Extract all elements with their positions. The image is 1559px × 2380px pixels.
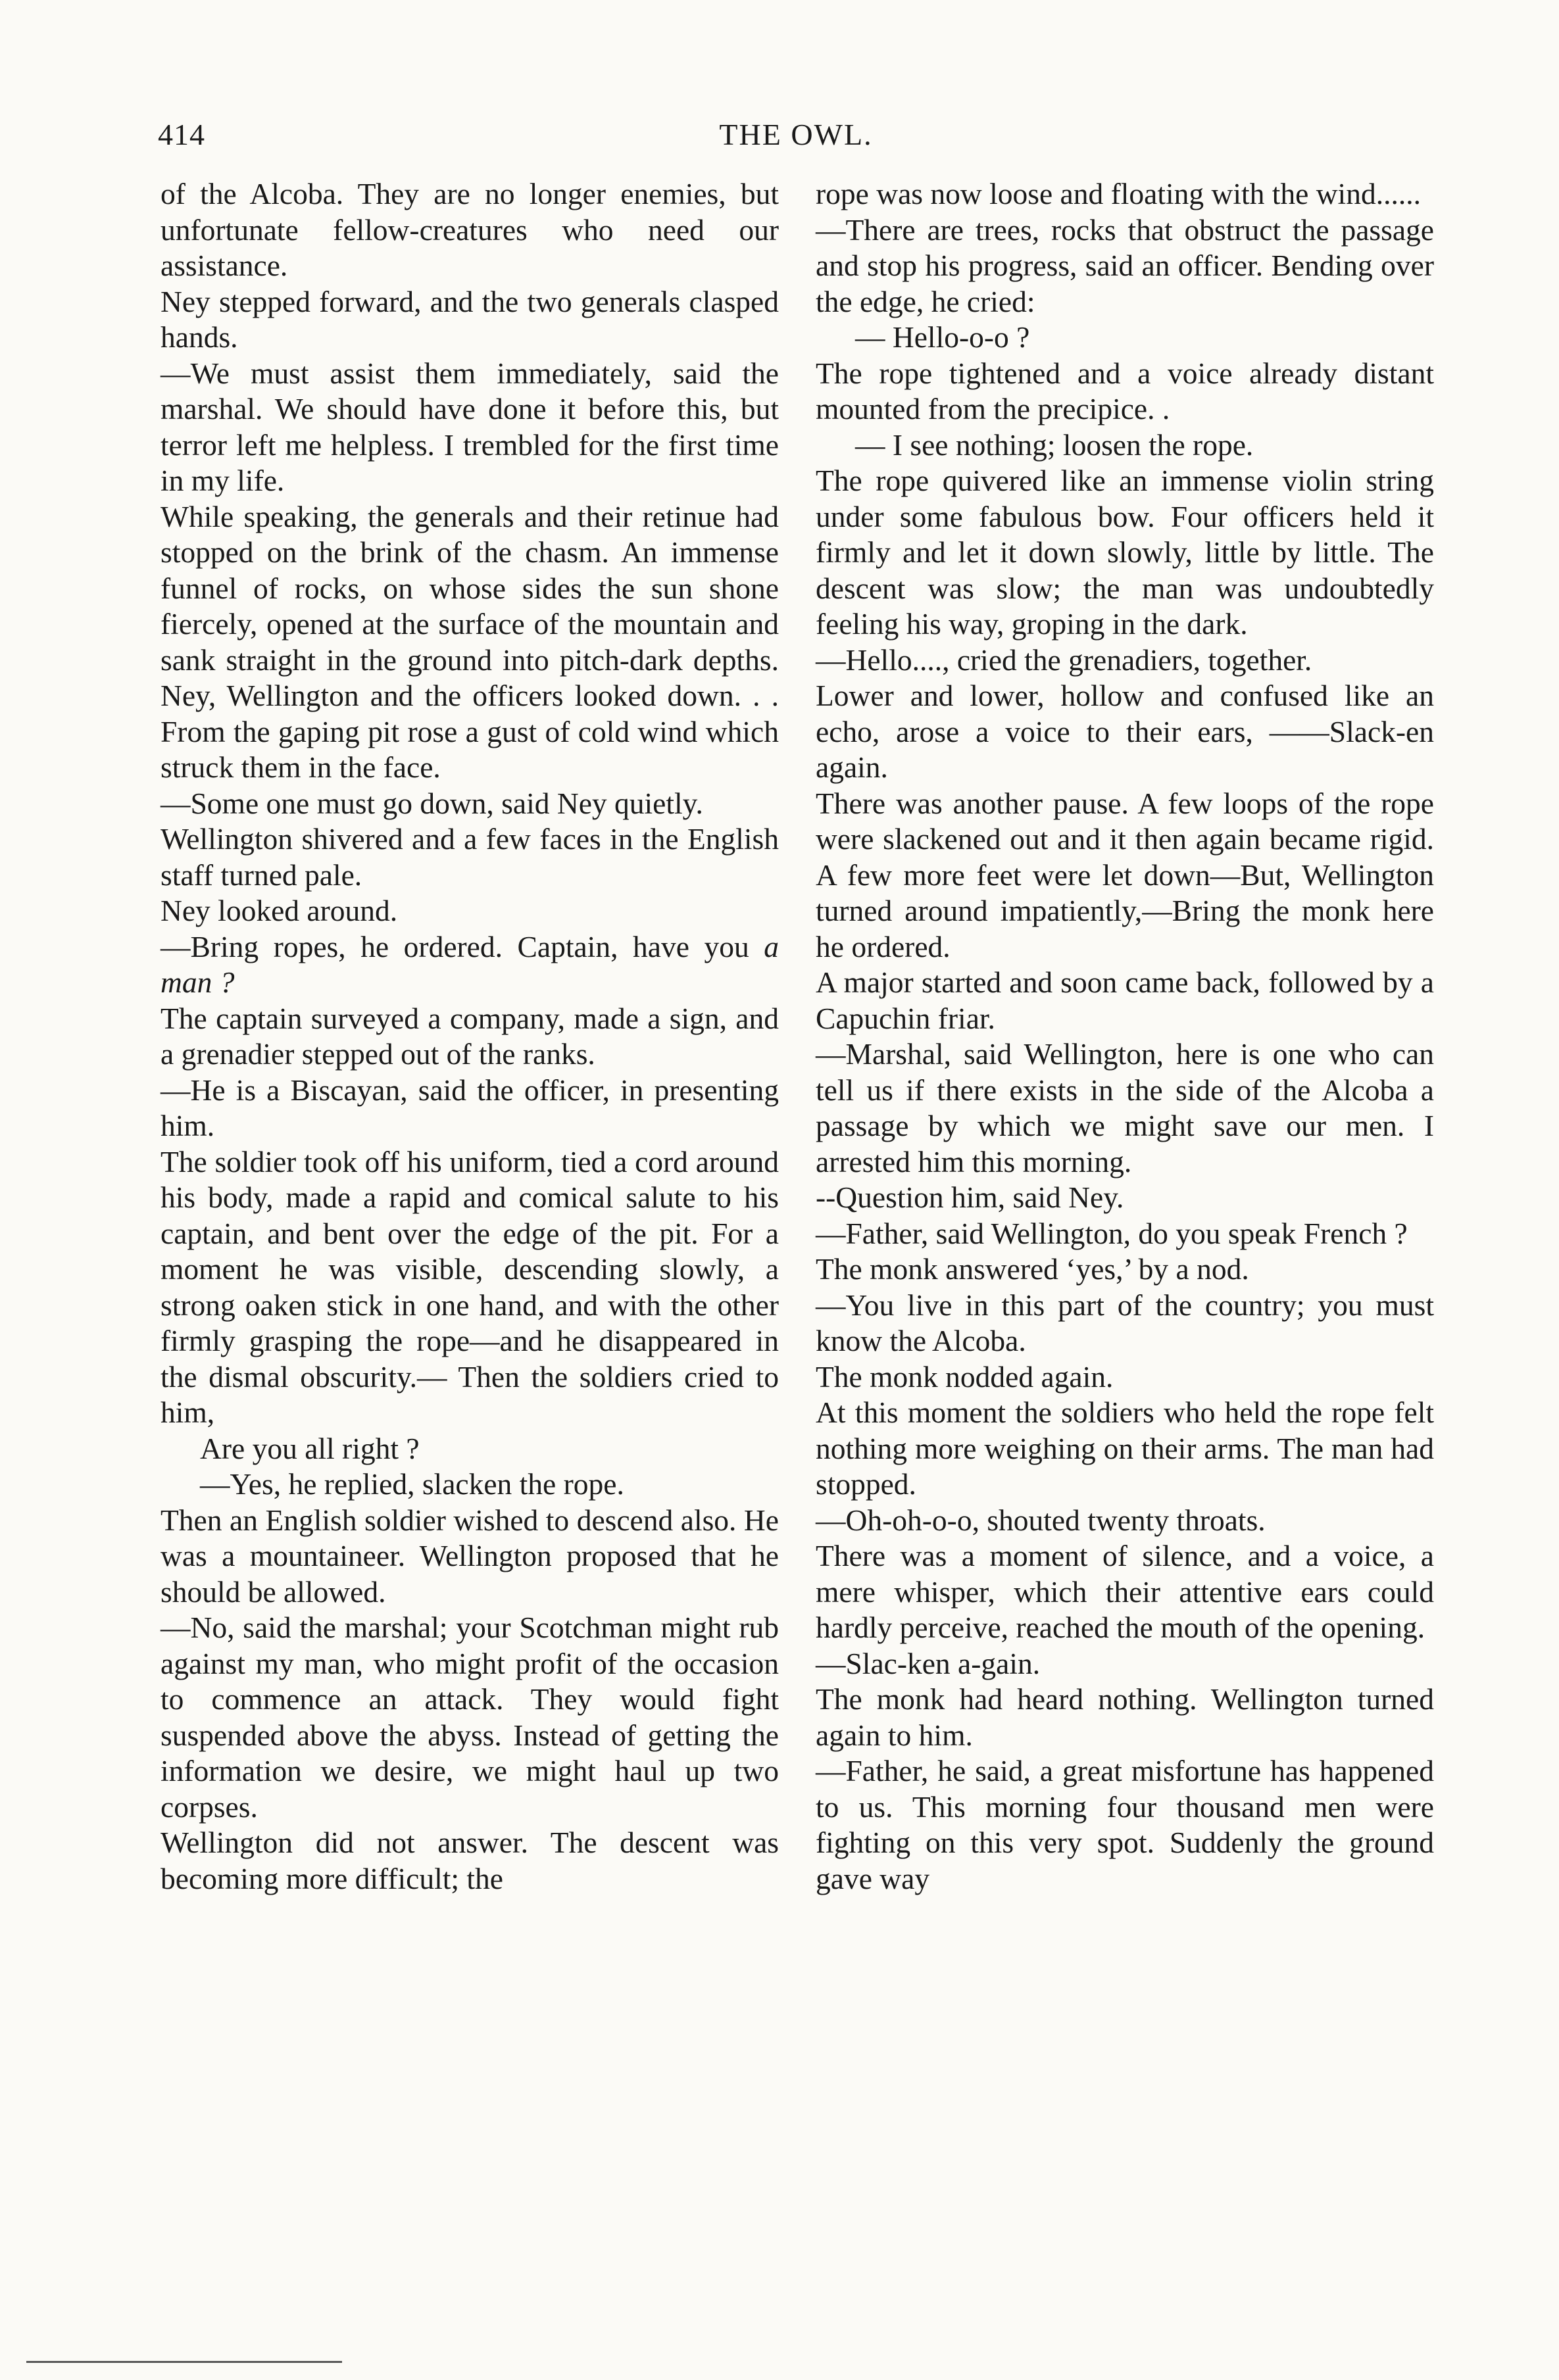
paragraph: The captain surveyed a company, made a sign, and a grenadier stepped out of the ranks. <box>161 1001 779 1071</box>
paragraph: Ney stepped forward, and the two generals clasped hands. <box>161 284 779 354</box>
paragraph: —Father, he said, a great misfortune has happened to us. This morning four thousand men were fighting on this very spot. Suddenly the ground gave way <box>816 1754 1434 1895</box>
paragraph: —No, said the marshal; your Scotchman might rub against my man, who might profit of the occasion to commence an attack. They would fight suspended above the abyss. Instead of getting the information we desire, we might haul up two corpses. <box>161 1611 779 1824</box>
paragraph: rope was now loose and floating with the wind...... <box>816 177 1421 210</box>
paragraph: While speaking, the generals and their retinue had stopped on the brink of the chasm. An immense funnel of rocks, on whose sides the sun shone fiercely, opened at the surface of the mountain and sank straight in the ground into pitch-dark depths. Ney, Wellington and the officers looked down. . . From the gaping pit rose a gust of cold wind which struck them in the face. <box>161 499 779 784</box>
paragraph-indented: — Hello-o-o ? <box>855 320 1030 354</box>
paragraph: —There are trees, rocks that obstruct the passage and stop his progress, said an officer. Bending over the edge, he cried: <box>816 212 1434 318</box>
paragraph: Lower and lower, hollow and confused like an echo, arose a voice to their ears, ——Slack-en again. <box>816 679 1434 784</box>
paragraph: The monk answered ‘yes,’ by a nod. <box>816 1252 1249 1286</box>
paragraph: —Slac-ken a-gain. <box>816 1646 1041 1680</box>
italic-phrase: a man ? <box>161 929 780 999</box>
paragraph: —He is a Biscayan, said the officer, in presenting him. <box>161 1073 779 1142</box>
paragraph-text: —Bring ropes, he ordered. Captain, have you <box>161 929 749 963</box>
paragraph: The monk nodded again. <box>816 1359 1114 1394</box>
paragraph: —Marshal, said Wellington, here is one who can tell us if there exists in the side of the Alcoba a passage by which we might save our men. I arrested him this morning. <box>816 1037 1434 1178</box>
paragraph-indented: —Yes, he replied, slacken the rope. <box>200 1467 624 1501</box>
page-number: 414 <box>158 118 205 151</box>
paragraph: —Father, said Wellington, do you speak French ? <box>816 1216 1408 1250</box>
paragraph: A major started and soon came back, followed by a Capuchin friar. <box>816 965 1434 1035</box>
right-column <box>816 176 1434 1897</box>
page-header <box>158 117 1434 163</box>
paragraph: There was another pause. A few loops of the rope were slackened out and it then again became rigid. A few more feet were let down—But, Wellington turned around impatiently,—Bring the monk here he ordered. <box>816 786 1434 963</box>
left-column <box>161 176 779 1897</box>
paragraph: At this moment the soldiers who held the rope felt nothing more weighing on their arms. The man had stopped. <box>816 1396 1434 1501</box>
paragraph: The soldier took off his uniform, tied a cord around his body, made a rapid and comical salute to his captain, and bent over the edge of the pit. For a moment he was visible, descending slowly, a strong oaken stick in one hand, and with the other firmly grasping the rope—and he disappeared in the dismal obscurity.— Then the soldiers cried to him, <box>161 1144 779 1429</box>
running-title: THE OWL. <box>719 118 873 151</box>
footer-rule <box>26 2361 342 2363</box>
paragraph: —We must assist them immediately, said the marshal. We should have done it before this, but terror left me helpless. I trembled for the first time in my life. <box>161 356 779 497</box>
paragraph: Wellington did not answer. The descent was becoming more difficult; the <box>161 1826 779 1895</box>
paragraph: --Question him, said Ney. <box>816 1180 1124 1214</box>
paragraph: Then an English soldier wished to descend also. He was a mountaineer. Wellington proposed that he should be allowed. <box>161 1503 779 1609</box>
paragraph: Ney looked around. <box>161 894 398 927</box>
paragraph: Wellington shivered and a few faces in the English staff turned pale. <box>161 822 779 892</box>
paragraph: The monk had heard nothing. Wellington turned again to him. <box>816 1682 1434 1752</box>
paragraph: The rope tightened and a voice already distant mounted from the precipice. . <box>816 356 1434 425</box>
paragraph: —Hello...., cried the grenadiers, together. <box>816 643 1312 677</box>
paragraph: of the Alcoba. They are no longer enemies, but unfortunate fellow-creatures who need our assistance. <box>161 177 779 282</box>
paragraph-indented: — I see nothing; loosen the rope. <box>855 427 1254 462</box>
paragraph: —Oh-oh-o-o, shouted twenty throats. <box>816 1503 1266 1537</box>
paragraph: —You live in this part of the country; you must know the Alcoba. <box>816 1288 1434 1357</box>
paragraph <box>161 929 779 1001</box>
paragraph: —Some one must go down, said Ney quietly. <box>161 786 703 820</box>
paragraph-indented: Are you all right ? <box>200 1431 420 1465</box>
paragraph: There was a moment of silence, and a voice, a mere whisper, which their attentive ears could hardly perceive, reached the mouth of the opening. <box>816 1539 1434 1644</box>
paragraph: The rope quivered like an immense violin string under some fabulous bow. Four officers held it firmly and let it down slowly, little by little. The descent was slow; the man was undoubtedly feeling his way, groping in the dark. <box>816 464 1434 641</box>
